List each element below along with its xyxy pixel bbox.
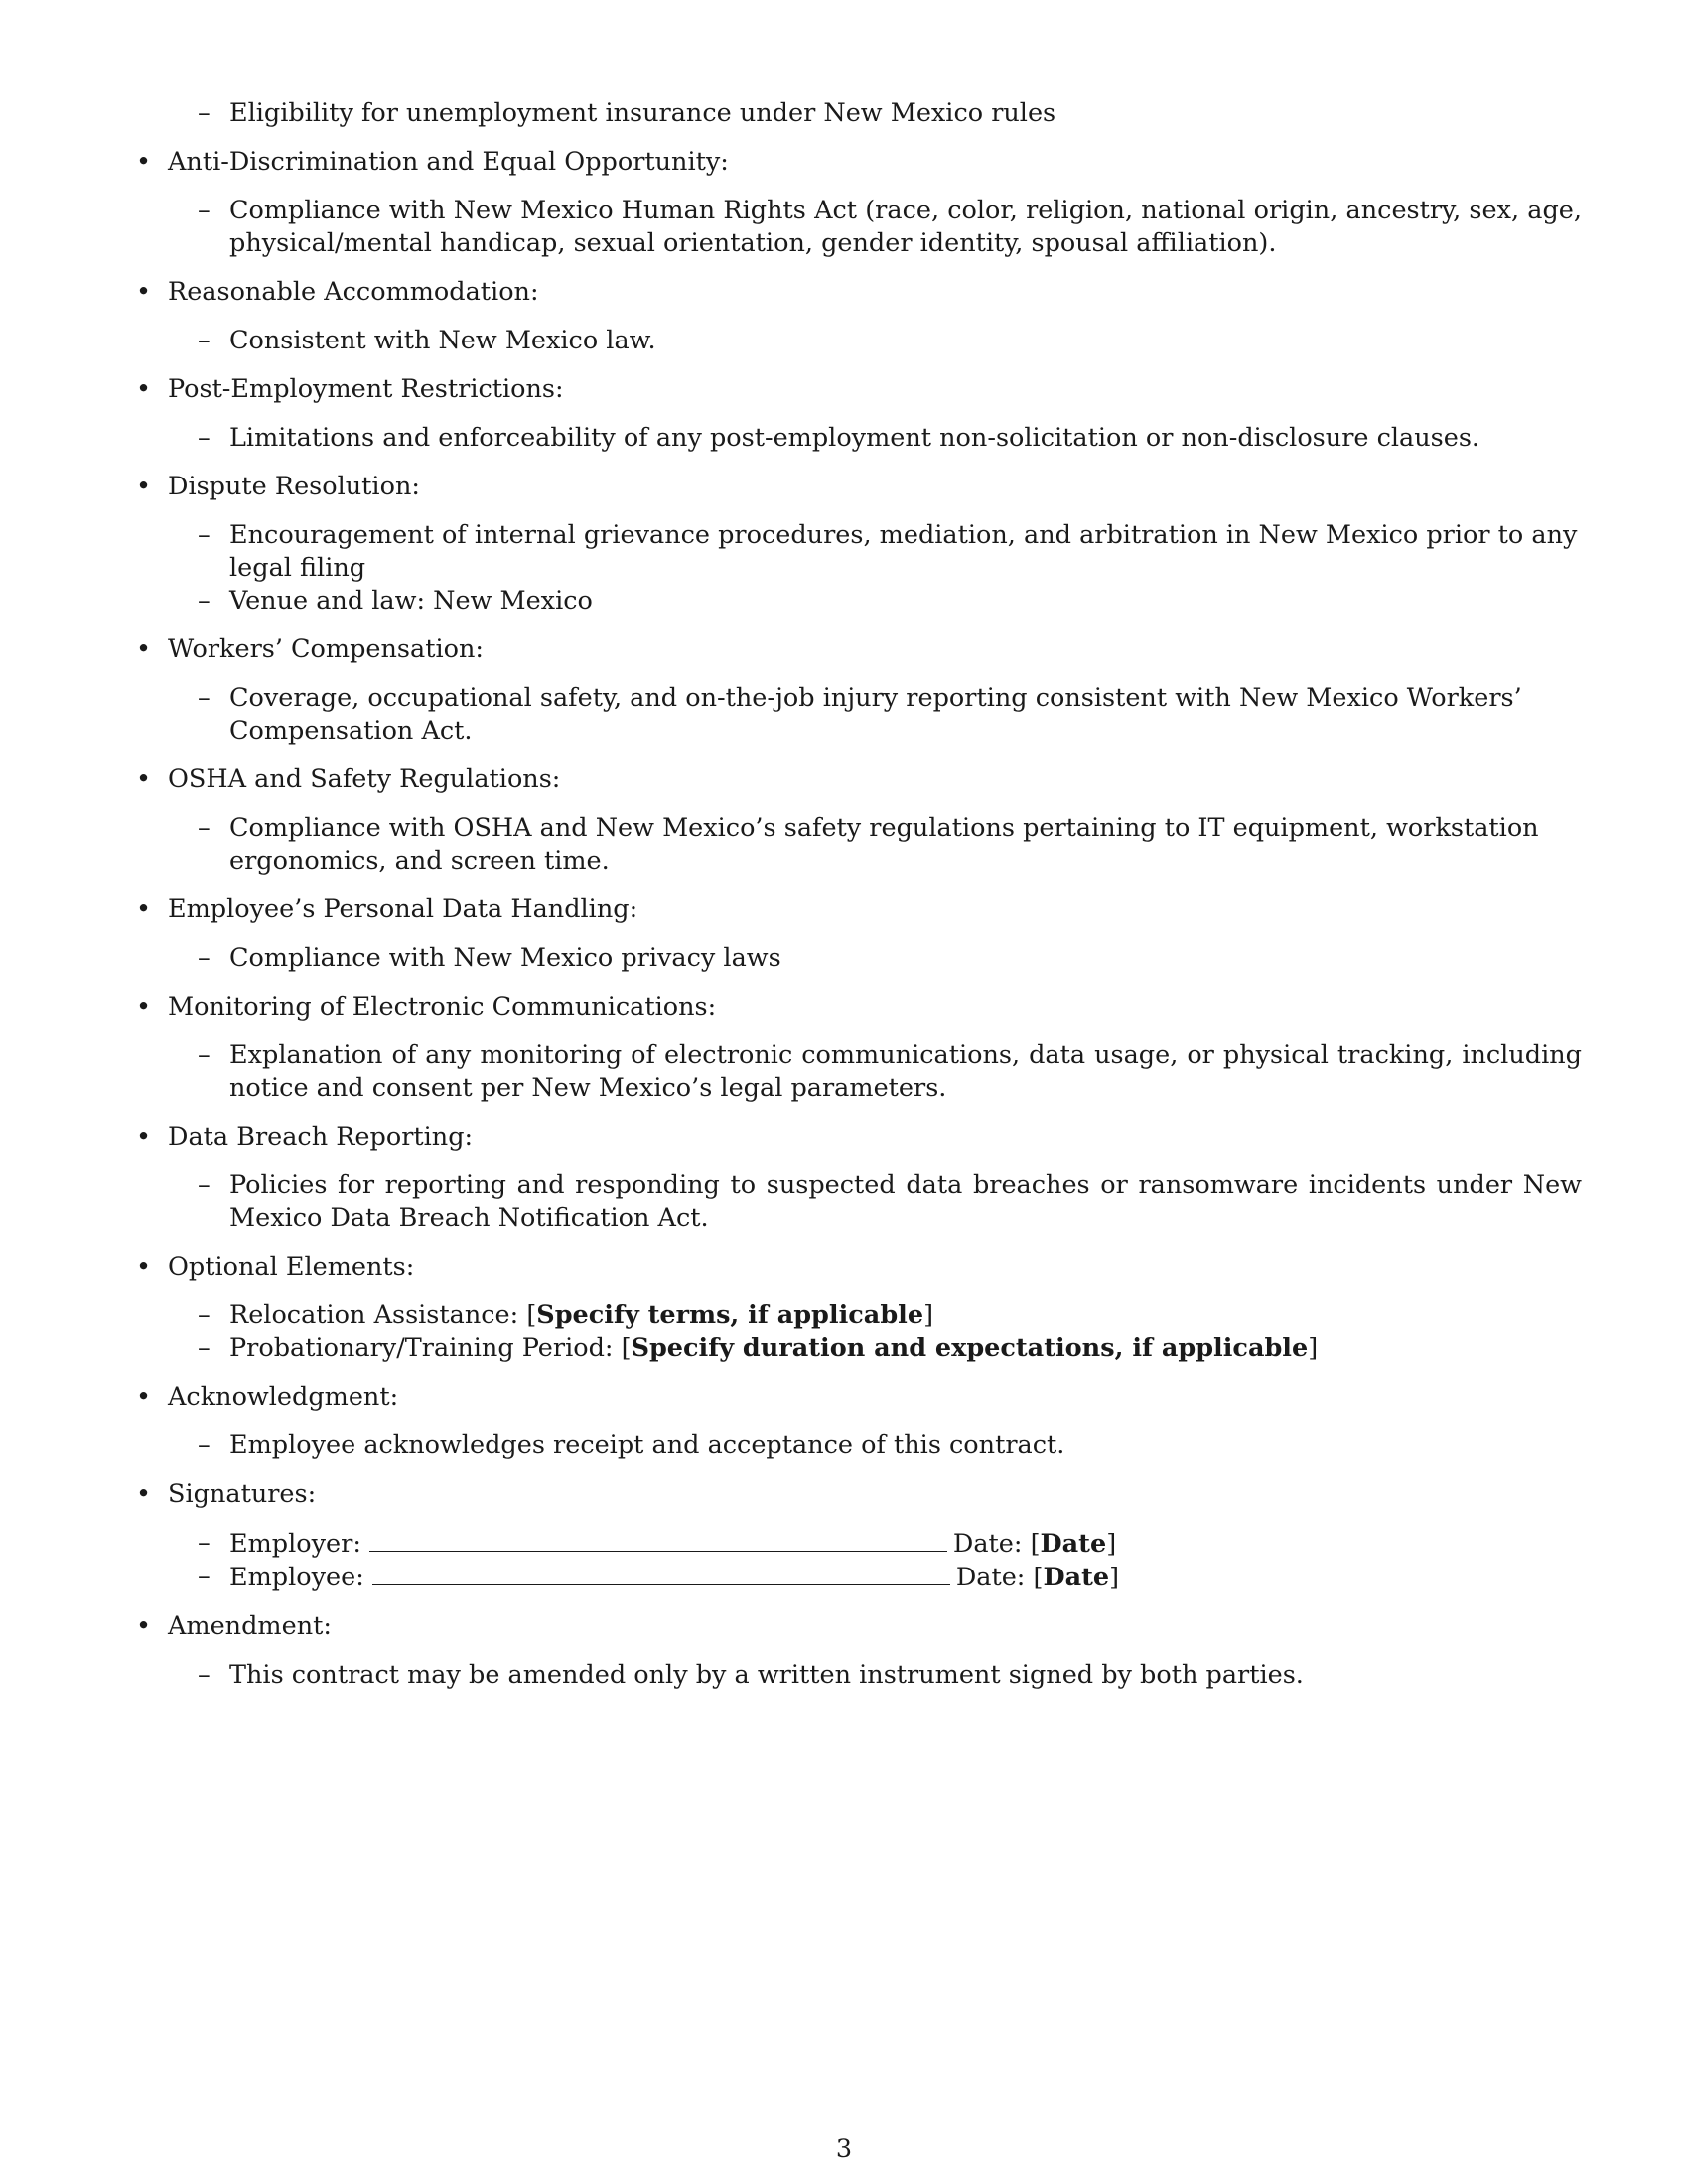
section-heading-optional-elements (130, 1251, 1582, 1284)
section-heading-osha (130, 763, 1582, 796)
bullet-marker: • (136, 992, 152, 1022)
bullet-marker: • (136, 1122, 152, 1152)
section-heading-data-breach (130, 1121, 1582, 1154)
subitem-text: Compliance with New Mexico Human Rights Act (race, color, religion, national origin, ancestry, sex, age, physical/mental handicap, sexual orientation, gender identity, spousal affiliation). (229, 196, 1582, 258)
date-placeholder: Date (1040, 1529, 1107, 1559)
subitem-text: Policies for reporting and responding to suspected data breaches or ransomware incidents under New Mexico Data Breach Notification Act. (229, 1170, 1582, 1233)
placeholder-open-bracket: [ (526, 1300, 537, 1330)
section-heading-acknowledgment (130, 1381, 1582, 1414)
dash-marker: – (198, 1562, 211, 1591)
list-subitem (130, 195, 1582, 260)
list-subitem (130, 1169, 1582, 1235)
list-subitem (130, 1039, 1582, 1105)
employer-signature-line[interactable] (369, 1527, 947, 1552)
bullet-marker: • (136, 277, 152, 307)
placeholder-close-bracket: ] (1106, 1529, 1117, 1559)
bullet-marker: • (136, 764, 152, 794)
list-subitem (130, 325, 1582, 357)
subitem-label: Relocation Assistance: (229, 1300, 519, 1330)
section-heading-text: Optional Elements: (168, 1252, 415, 1282)
bullet-marker: • (136, 1382, 152, 1412)
placeholder-text: Specify duration and expectations, if applicable (631, 1333, 1309, 1363)
subitem-text: Coverage, occupational safety, and on-the-job injury reporting consistent with New Mexico Workers’ Compensation Act. (229, 683, 1522, 746)
bullet-marker: • (136, 634, 152, 664)
dash-marker: – (198, 1300, 211, 1330)
signature-row-employer (130, 1527, 1582, 1561)
signature-label: Employee: (229, 1563, 364, 1592)
subitem-text: Limitations and enforceability of any post-employment non-solicitation or non-disclosure clauses. (229, 423, 1480, 453)
section-heading-text: Workers’ Compensation: (168, 634, 484, 664)
dash-marker: – (198, 1660, 211, 1690)
signature-label: Employer: (229, 1529, 361, 1559)
section-heading-monitoring (130, 991, 1582, 1024)
dash-marker: – (198, 586, 211, 615)
section-heading-anti-discrimination (130, 146, 1582, 179)
section-heading-post-employment (130, 373, 1582, 406)
dash-marker: – (198, 98, 211, 128)
contract-body (130, 97, 1582, 1692)
dash-marker: – (198, 326, 211, 355)
bullet-marker: • (136, 894, 152, 924)
dash-marker: – (198, 1170, 211, 1200)
subitem-text: Explanation of any monitoring of electronic communications, data usage, or physical tracking, including notice and consent per New Mexico’s legal parameters. (229, 1040, 1582, 1103)
placeholder-open-bracket: [ (621, 1333, 632, 1363)
section-heading-signatures (130, 1478, 1582, 1511)
dash-marker: – (198, 1333, 211, 1363)
dash-marker: – (198, 196, 211, 225)
list-subitem (130, 585, 1582, 617)
subitem-text: Compliance with OSHA and New Mexico’s safety regulations pertaining to IT equipment, workstation ergonomics, and screen time. (229, 813, 1539, 876)
placeholder-open-bracket: [ (1033, 1563, 1044, 1592)
section-heading-dispute-resolution (130, 471, 1582, 503)
dash-marker: – (198, 520, 211, 550)
dash-marker: – (198, 423, 211, 453)
dash-marker: – (198, 943, 211, 973)
section-heading-text: Post-Employment Restrictions: (168, 374, 564, 404)
list-subitem-relocation (130, 1299, 1582, 1332)
list-subitem (130, 812, 1582, 878)
subitem-text: This contract may be amended only by a written instrument signed by both parties. (229, 1660, 1304, 1690)
dash-marker: – (198, 683, 211, 713)
dash-marker: – (198, 1431, 211, 1460)
subitem-text: Encouragement of internal grievance procedures, mediation, and arbitration in New Mexico prior to any legal filing (229, 520, 1578, 583)
list-subitem (130, 422, 1582, 455)
list-subitem (130, 1430, 1582, 1462)
subitem-text: Employee acknowledges receipt and acceptance of this contract. (229, 1431, 1065, 1460)
section-heading-text: Anti-Discrimination and Equal Opportunity: (168, 147, 729, 177)
section-heading-text: Employee’s Personal Data Handling: (168, 894, 638, 924)
dash-marker: – (198, 1040, 211, 1070)
subitem-text: Eligibility for unemployment insurance under New Mexico rules (229, 98, 1056, 128)
date-label: Date: (952, 1529, 1023, 1559)
page-number: 3 (835, 2134, 853, 2164)
subitem-text: Consistent with New Mexico law. (229, 326, 656, 355)
section-heading-text: Acknowledgment: (168, 1382, 399, 1412)
list-subitem (130, 1659, 1582, 1692)
section-heading-workers-compensation (130, 633, 1582, 666)
subitem-text: Venue and law: New Mexico (229, 586, 593, 615)
employee-signature-line[interactable] (372, 1561, 950, 1585)
bullet-marker: • (136, 147, 152, 177)
section-heading-text: Monitoring of Electronic Communications: (168, 992, 717, 1022)
bullet-marker: • (136, 1479, 152, 1509)
placeholder-open-bracket: [ (1030, 1529, 1041, 1559)
date-label: Date: (955, 1563, 1026, 1592)
dash-marker: – (198, 1528, 211, 1558)
bullet-marker: • (136, 1611, 152, 1641)
placeholder-close-bracket: ] (1308, 1333, 1319, 1363)
section-heading-reasonable-accommodation (130, 276, 1582, 309)
list-subitem (130, 942, 1582, 975)
section-heading-text: Signatures: (168, 1479, 317, 1509)
bullet-marker: • (136, 374, 152, 404)
signature-row-employee (130, 1561, 1582, 1594)
dash-marker: – (198, 813, 211, 843)
section-heading-text: Data Breach Reporting: (168, 1122, 474, 1152)
date-placeholder: Date (1043, 1563, 1110, 1592)
section-heading-amendment (130, 1610, 1582, 1643)
subitem-label: Probationary/Training Period: (229, 1333, 614, 1363)
placeholder-text: Specify terms, if applicable (536, 1300, 924, 1330)
subitem-text: Compliance with New Mexico privacy laws (229, 943, 781, 973)
list-subitem (130, 682, 1582, 748)
section-heading-text: Amendment: (168, 1611, 332, 1641)
list-subitem (130, 519, 1582, 585)
section-heading-text: OSHA and Safety Regulations: (168, 764, 561, 794)
placeholder-close-bracket: ] (1109, 1563, 1120, 1592)
list-subitem-probationary (130, 1332, 1582, 1365)
placeholder-close-bracket: ] (923, 1300, 934, 1330)
bullet-marker: • (136, 472, 152, 501)
bullet-marker: • (136, 1252, 152, 1282)
section-heading-text: Dispute Resolution: (168, 472, 420, 501)
list-subitem (130, 97, 1582, 130)
section-heading-text: Reasonable Accommodation: (168, 277, 539, 307)
section-heading-personal-data (130, 893, 1582, 926)
